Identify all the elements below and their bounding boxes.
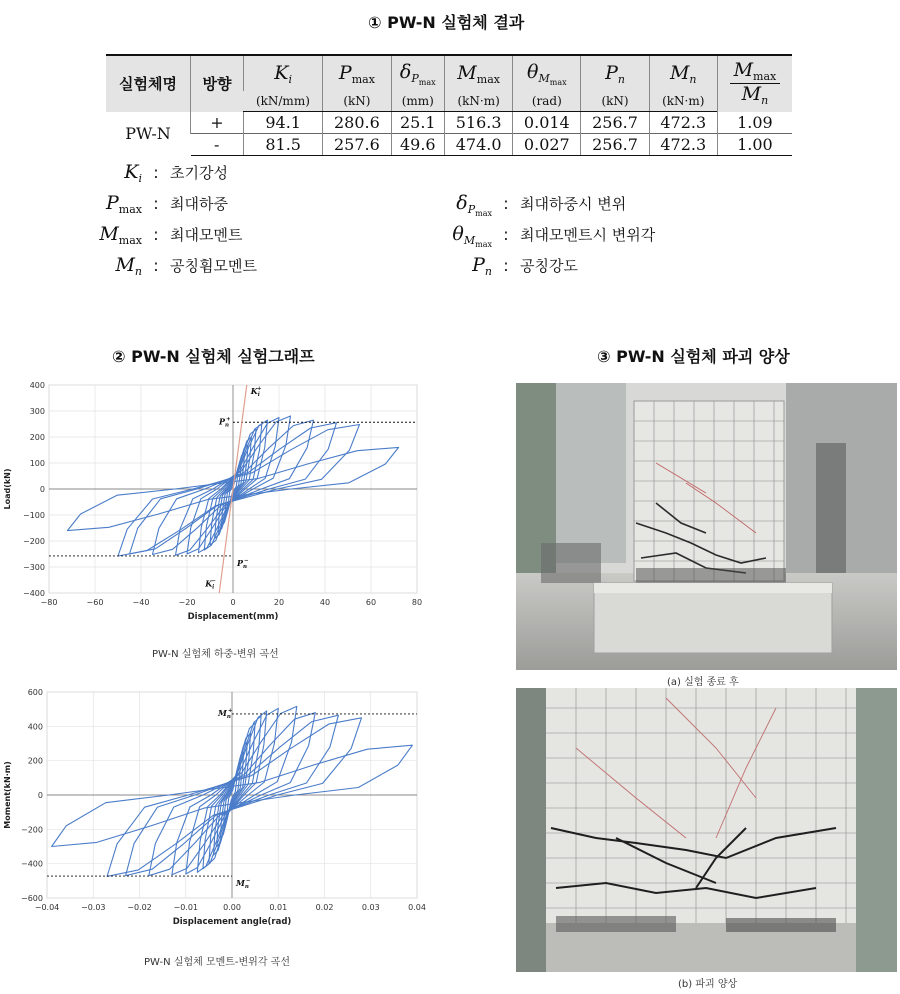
header-pmax: $P_{max}$	[323, 55, 391, 91]
cell-tmmax: 0.014	[513, 112, 581, 134]
y-tick-label: 200	[29, 433, 45, 442]
cell-dir: -	[191, 134, 244, 156]
cell-pn: 256.7	[581, 134, 649, 156]
reference-label-mn_neg: $M_n-$	[236, 878, 251, 891]
cell-ki: 81.5	[244, 134, 323, 156]
y-tick-label: −200	[21, 825, 43, 835]
header-direction: 방향	[191, 55, 244, 112]
table-row	[106, 112, 792, 134]
header-mmax: $M_{max}$	[445, 55, 513, 91]
x-tick-label: −0.01	[173, 903, 199, 912]
stiffness-label-ki_neg: $K_i-$	[205, 578, 216, 591]
cell-ratio: 1.00	[717, 134, 792, 156]
chart1-caption: PW-N 실험체 하중-변위 곡선	[152, 649, 279, 660]
cell-tmmax: 0.027	[513, 134, 581, 156]
section-title-results: ① PW-N 실험체 결과	[368, 13, 525, 32]
stiffness-label-ki_pos: $K_i+$	[250, 386, 262, 399]
y-tick-label: −400	[21, 859, 43, 869]
moment-angle-chart	[0, 683, 440, 927]
photo-b-caption: (b) 파괴 양상	[678, 979, 738, 990]
def-ki: $K_i$ : 초기강성	[124, 161, 228, 185]
x-tick-label: −40	[132, 598, 150, 607]
x-tick-label: −20	[178, 598, 196, 607]
x-tick-label: −60	[86, 598, 104, 607]
header-ratio: $\frac{M_{max}}{M_n}$	[717, 55, 792, 112]
header-specimen: 실험체명	[106, 55, 191, 112]
y-tick-label: −100	[23, 511, 45, 520]
header-tmmax: $\theta_{Mmax}$	[513, 55, 581, 91]
photo-after-test	[516, 383, 897, 670]
chart2-caption: PW-N 실험체 모멘트-변위각 곡선	[144, 957, 291, 968]
x-tick-label: 0.04	[408, 903, 426, 912]
y-tick-label: 600	[27, 688, 43, 697]
cell-mn: 472.3	[649, 134, 717, 156]
unit-pmax: (kN)	[323, 91, 391, 112]
y-tick-label: −400	[23, 589, 45, 598]
x-tick-label: −0.03	[80, 903, 106, 912]
cell-mmax: 516.3	[445, 112, 513, 134]
cell-specimen: PW-N	[125, 124, 171, 143]
reference-label-pn_neg: $P_n-$	[237, 557, 249, 570]
y-tick-label: 0	[37, 791, 43, 800]
cell-pn: 256.7	[581, 112, 649, 134]
x-tick-label: 40	[319, 598, 331, 607]
y-tick-label: −600	[21, 894, 43, 903]
photo-a-caption: (a) 실험 종료 후	[667, 677, 739, 688]
cell-pmax: 257.6	[323, 134, 391, 156]
y-tick-label: 100	[29, 459, 45, 468]
x-axis-label: Displacement angle(rad)	[172, 917, 292, 927]
x-tick-label: 0	[230, 598, 236, 607]
y-axis-label: Moment(kN·m)	[3, 761, 12, 829]
x-tick-label: 60	[365, 598, 377, 607]
x-tick-label: 20	[273, 598, 285, 607]
cell-dpmax: 25.1	[391, 112, 445, 134]
header-mn: $M_n$	[649, 55, 717, 91]
x-tick-label: −0.02	[127, 903, 152, 912]
def-pmax: $P_{max}$ : 최대하중	[106, 192, 228, 216]
cell-mmax: 474.0	[445, 134, 513, 156]
header-pn: $P_n$	[581, 55, 649, 91]
x-axis-label: Displacement(mm)	[187, 612, 279, 622]
x-tick-label: 0.00	[223, 903, 241, 912]
cell-ki: 94.1	[244, 112, 323, 134]
load-displacement-chart	[0, 375, 440, 630]
def-pn: $P_n$ : 공칭강도	[472, 254, 578, 278]
results-table	[106, 54, 792, 156]
section-title-failure: ③ PW-N 실험체 파괴 양상	[597, 347, 790, 366]
unit-mn: (kN·m)	[649, 91, 717, 112]
cell-dir: +	[191, 112, 244, 134]
x-tick-label: −80	[40, 598, 58, 607]
y-axis-label: Load(kN)	[3, 468, 12, 510]
cell-mn: 472.3	[649, 112, 717, 134]
def-mn: $M_n$ : 공칭휨모멘트	[115, 254, 257, 278]
unit-ki: (kN/mm)	[244, 91, 323, 112]
y-tick-label: 400	[27, 722, 43, 732]
cell-ratio: 1.09	[717, 112, 792, 134]
cell-pmax: 280.6	[323, 112, 391, 134]
photo-failure-mode	[516, 688, 897, 972]
header-dpmax: $\delta_{Pmax}$	[391, 55, 445, 91]
def-mmax: $M_{max}$ : 최대모멘트	[99, 223, 243, 247]
y-tick-label: −200	[23, 537, 45, 546]
y-tick-label: 200	[27, 756, 43, 766]
reference-label-mn_pos: $M_n+$	[218, 707, 233, 720]
x-tick-label: 0.02	[315, 903, 334, 912]
y-tick-label: 0	[39, 485, 45, 494]
x-tick-label: 0.03	[361, 903, 380, 912]
section-title-graphs: ② PW-N 실험체 실험그래프	[112, 347, 315, 366]
y-tick-label: −300	[23, 563, 45, 572]
def-dpmax: $\delta_{Pmax}$: 최대하중시 변위	[456, 192, 627, 218]
table-row	[106, 134, 792, 156]
x-tick-label: 0.01	[269, 903, 288, 912]
header-ki: $K_i$	[244, 55, 323, 91]
x-tick-label: 80	[411, 598, 423, 607]
y-tick-label: 300	[29, 407, 45, 416]
unit-mmax: (kN·m)	[445, 91, 513, 112]
reference-label-pn_pos: $P_n+$	[219, 416, 231, 429]
unit-tmmax: (rad)	[513, 91, 581, 112]
unit-pn: (kN)	[581, 91, 649, 112]
def-tmmax: $\theta_{Mmax}$: 최대모멘트시 변위각	[452, 223, 656, 249]
y-tick-label: 400	[29, 381, 45, 390]
cell-dpmax: 49.6	[391, 134, 445, 156]
x-tick-label: −0.04	[34, 903, 60, 912]
unit-dpmax: (mm)	[391, 91, 445, 112]
